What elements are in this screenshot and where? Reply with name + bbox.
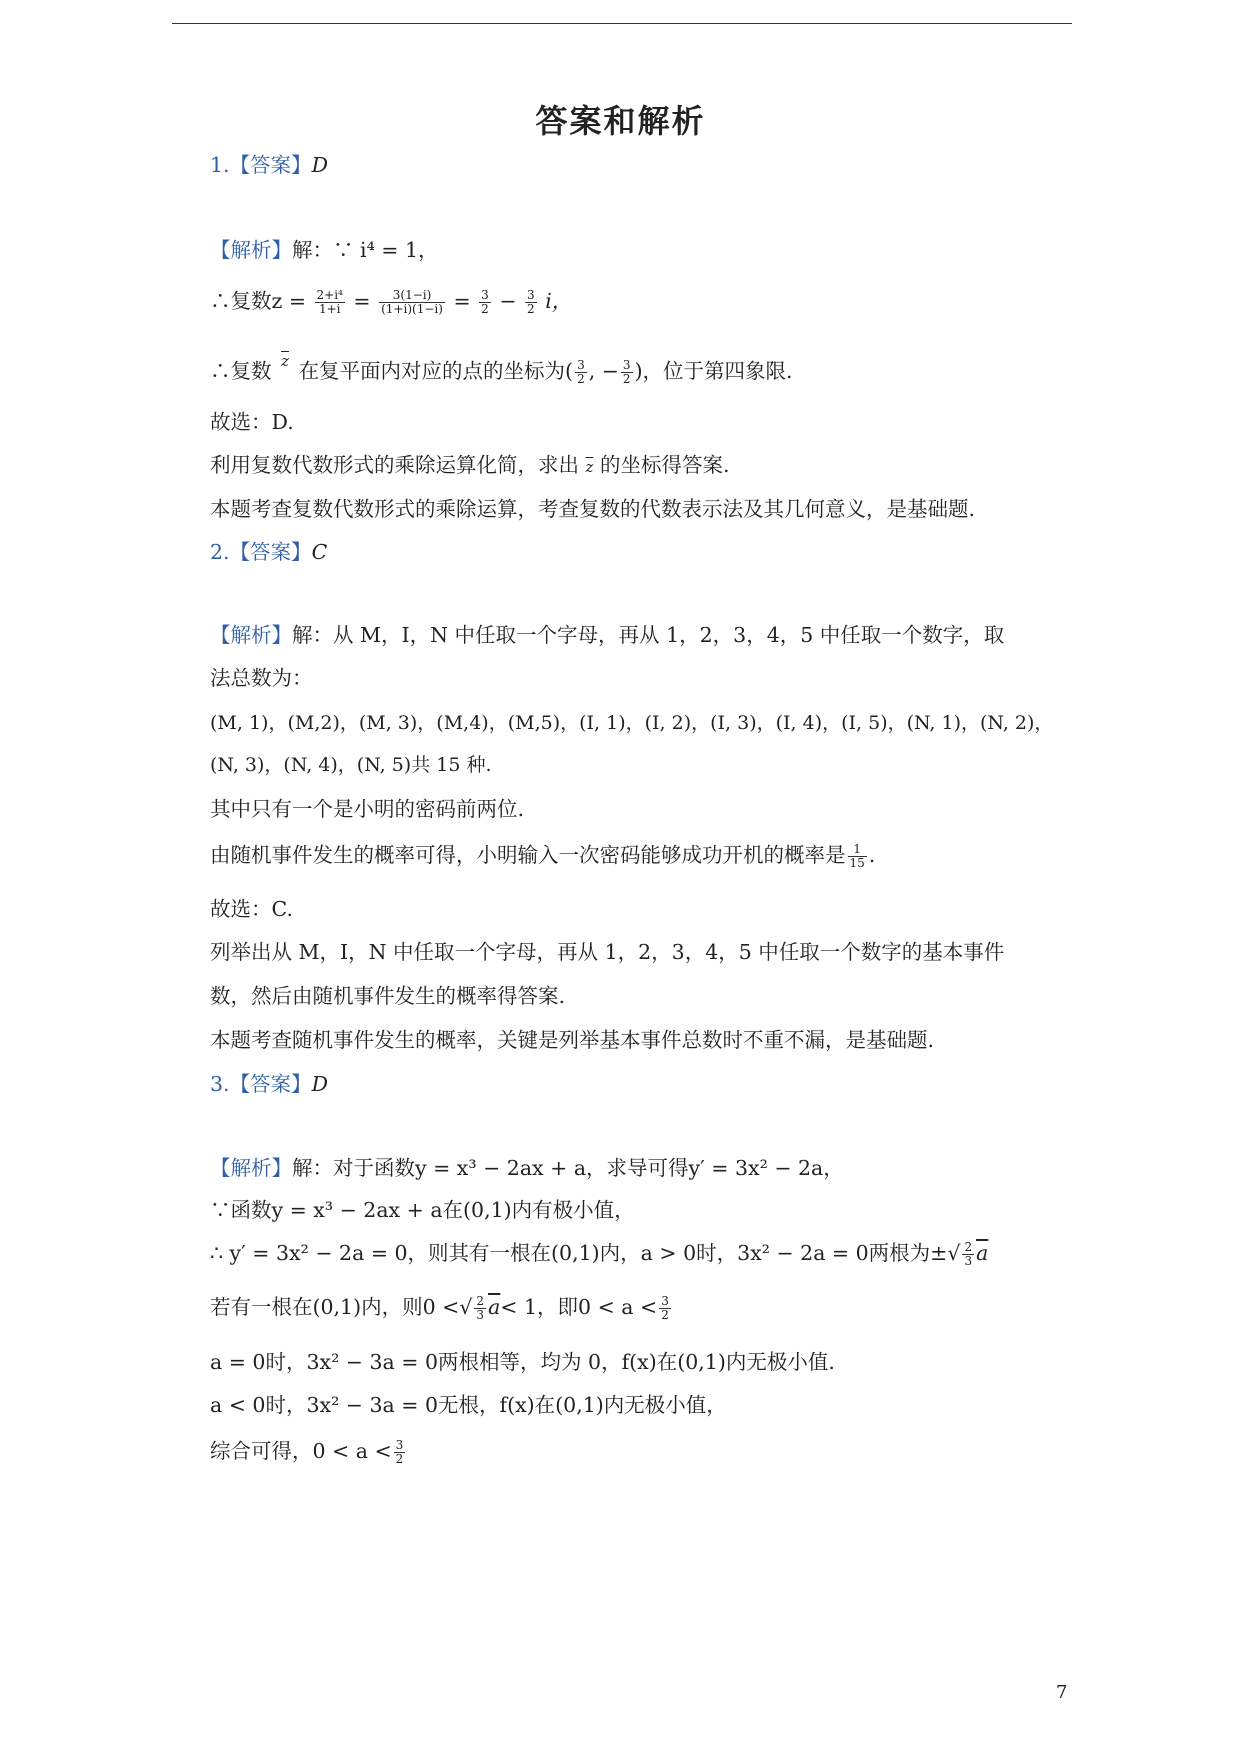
- q1-jiexi-line: [210, 233, 439, 263]
- q2-l8: 列举出从 M，I，N 中任取一个字母，再从 1，2，3，4，5 中任取一个数字的基本事件: [210, 940, 1005, 964]
- q3-l1: 解：对于函数y = x³ − 2ax + a，求导可得y′ = 3x² − 2a，: [292, 1156, 844, 1180]
- q2-l6: [210, 838, 875, 870]
- q1-l6: 本题考查复数代数形式的乘除运算，考查复数的代数表示法及其几何意义，是基础题.: [210, 497, 976, 521]
- q2-l9: 数，然后由随机事件发生的概率得答案.: [210, 984, 566, 1008]
- q1-answer: D: [311, 153, 328, 177]
- q1-answer-line: [210, 148, 328, 178]
- q1-l3-sep: , −: [588, 359, 619, 383]
- q1-l3-frac-2: $\frac{3}{2}$: [622, 358, 631, 386]
- q1-frac-3: $\frac{3}{2}$: [481, 288, 489, 316]
- q3-jiexi-line: [210, 1151, 844, 1181]
- q3-l4: [210, 1290, 673, 1322]
- q3-l7: [210, 1434, 407, 1466]
- q3-l4-a: $\overline{a}$: [488, 1295, 501, 1319]
- header-rule: [172, 23, 1072, 24]
- q2-l2: 法总数为：: [210, 666, 313, 690]
- q3-l3-a: $\overline{a}$: [976, 1241, 989, 1265]
- page-title: 答案和解析: [535, 102, 706, 140]
- q1-jiexi-tag: 【解析】: [210, 238, 292, 262]
- q3-l6: a < 0时，3x² − 3a = 0无根，f(x)在(0,1)内无极小值，: [210, 1393, 727, 1417]
- q2-jiexi-line: [210, 618, 1004, 648]
- q3-l4-frac-2: $\frac{3}{2}$: [661, 1294, 669, 1322]
- q1-l3-frac-1: $\frac{3}{2}$: [577, 358, 585, 386]
- q1-eq: =: [353, 289, 371, 313]
- q3-l7-text: 综合可得，0 < a <: [210, 1439, 392, 1463]
- q1-l4: 故选：D.: [210, 410, 294, 434]
- q3-answer: D: [311, 1072, 328, 1096]
- q1-answer-tag: 【答案】: [229, 153, 312, 177]
- q1-l5-zbar: $\overline{z}$: [585, 458, 594, 476]
- q3-l4-sqrt: √: [459, 1295, 473, 1319]
- q2-jiexi-tag: 【解析】: [210, 623, 292, 647]
- q1-frac-4: $\frac{3}{2}$: [527, 288, 535, 316]
- page-number: 7: [1056, 1682, 1068, 1703]
- q1-l3-mid: 在复平面内对应的点的坐标为(: [298, 359, 574, 383]
- q3-l3-sqrt: √: [947, 1241, 961, 1265]
- q3-l3-frac: $\frac{2}{3}$: [964, 1240, 973, 1268]
- q3-l2: ∵函数y = x³ − 2ax + a在(0,1)内有极小值，: [210, 1198, 635, 1222]
- q1-eq2: =: [453, 289, 471, 313]
- q1-minus: −: [499, 289, 517, 313]
- q3-jiexi-tag: 【解析】: [210, 1156, 292, 1180]
- q2-l1: 解：从 M，I，N 中任取一个字母，再从 1，2，3，4，5 中任取一个数字，取: [292, 623, 1005, 647]
- q2-l4: (N, 3)，(N, 4)，(N, 5)共 15 种.: [210, 754, 492, 776]
- q2-number: 2.: [210, 540, 230, 564]
- q2-frac: $\frac{1}{15}$: [849, 842, 865, 870]
- q2-answer: C: [311, 540, 328, 564]
- q3-l4-text: 若有一根在(0,1)内，则0 <: [210, 1295, 460, 1319]
- q1-l3: [210, 352, 793, 386]
- q3-l3: [210, 1236, 988, 1268]
- q2-l3: (M, 1)，(M,2)，(M, 3)，(M,4)，(M,5)，(I, 1)，(I, 2)，(I, 3)，(I, 4)，(I, 5)，(N, 1)，(N, 2)，: [210, 712, 1054, 734]
- q1-l2-tail: i，: [545, 289, 573, 313]
- q2-l5: 其中只有一个是小明的密码前两位.: [210, 797, 525, 821]
- q3-number: 3.: [210, 1072, 230, 1096]
- q1-l3-text: ∴复数: [210, 359, 272, 383]
- q3-l3-text: ∴ y′ = 3x² − 2a = 0，则其有一根在(0,1)内，a > 0时，3x² − 2a = 0两根为±: [210, 1241, 948, 1265]
- q1-l3-tail: )，位于第四象限.: [634, 359, 793, 383]
- q1-l5-text: 利用复数代数形式的乘除运算化简，求出: [210, 453, 579, 477]
- q1-l5-tail: 的坐标得答案.: [599, 453, 730, 477]
- q1-l2-text: ∴复数z =: [210, 289, 306, 313]
- q2-l7: 故选：C.: [210, 897, 293, 921]
- q2-l6-text: 由随机事件发生的概率可得，小明输入一次密码能够成功开机的概率是: [210, 843, 846, 867]
- q2-l10: 本题考查随机事件发生的概率，关键是列举基本事件总数时不重不漏，是基础题.: [210, 1028, 935, 1052]
- q1-l1: 解：∵ i⁴ = 1，: [292, 238, 439, 262]
- q2-answer-tag: 【答案】: [229, 540, 312, 564]
- q3-answer-line: [210, 1067, 328, 1097]
- q3-l7-frac: $\frac{3}{2}$: [395, 1438, 404, 1466]
- q1-zbar: $\overline{z}$: [281, 352, 289, 370]
- q1-l5: [210, 448, 730, 478]
- q1-frac-2: $\frac{3(1-i)}{(1+i)(1-i)}$: [381, 288, 443, 316]
- q2-answer-line: [210, 535, 327, 565]
- q2-l6-tail: .: [868, 843, 876, 867]
- q1-frac-1: $\frac{\text{2+i⁴}}{1+i}$: [316, 288, 343, 316]
- q3-answer-tag: 【答案】: [229, 1072, 312, 1096]
- q1-l2: [210, 284, 572, 316]
- q3-l5: a = 0时，3x² − 3a = 0两根相等，均为 0，f(x)在(0,1)内无极小值.: [210, 1350, 835, 1374]
- q1-number: 1.: [210, 153, 230, 177]
- q3-l4-mid: < 1，即0 < a <: [500, 1295, 658, 1319]
- q3-l4-frac: $\frac{2}{3}$: [476, 1294, 485, 1322]
